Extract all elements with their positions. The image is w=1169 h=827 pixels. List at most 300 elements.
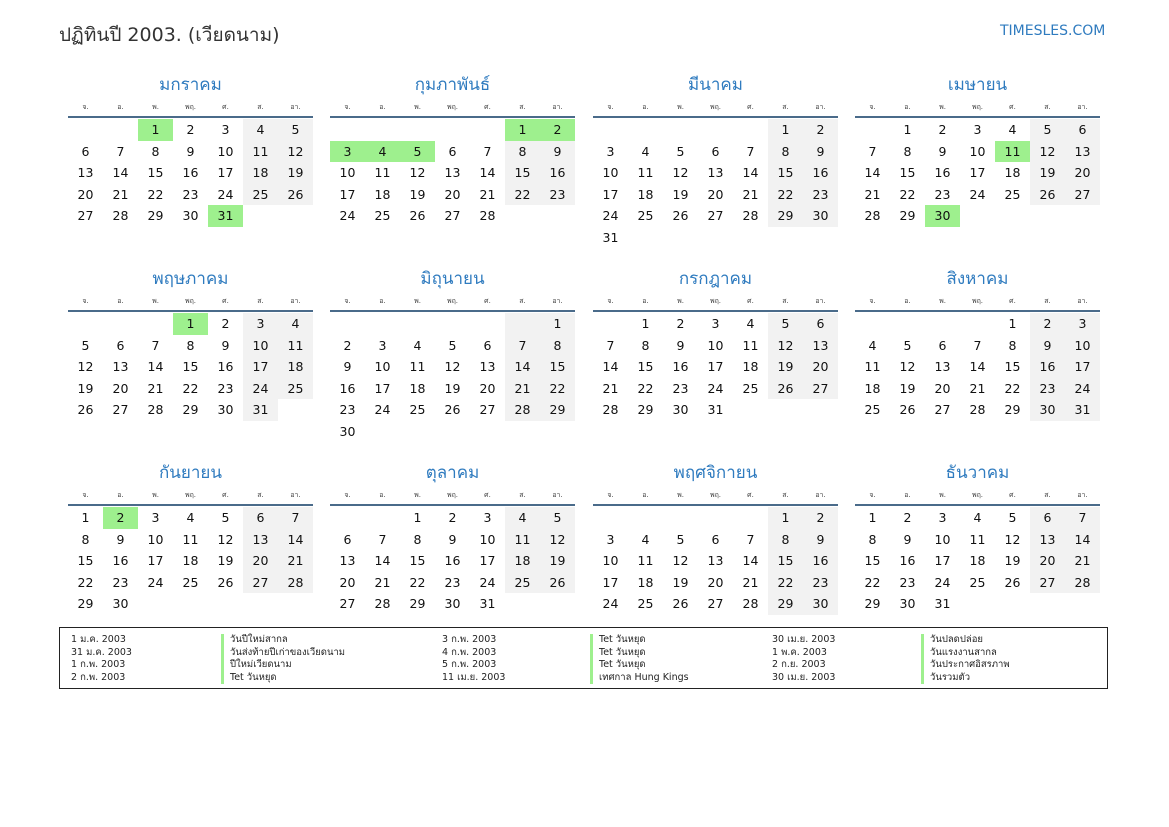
weekday-label: จ. — [344, 103, 351, 111]
day-cell: 19 — [444, 380, 461, 396]
holiday-name: วันรวมตัว — [930, 671, 971, 683]
day-cell: 14 — [505, 356, 540, 378]
weekday-label: อา. — [815, 297, 826, 305]
day-cell: 10 — [969, 143, 986, 159]
weekday-label: จ. — [82, 103, 89, 111]
day-cell: 28 — [479, 208, 496, 224]
day-cell: 12 — [1004, 531, 1021, 547]
day-cell: 11 — [374, 165, 391, 181]
day-cell: 31 — [602, 229, 619, 245]
day-cell: 28 — [374, 596, 391, 612]
day-cell: 24 — [969, 186, 986, 202]
day-cell: 7 — [973, 337, 982, 353]
day-cell: 5 — [903, 337, 912, 353]
day-blank — [138, 313, 173, 335]
day-cell: 2 — [938, 122, 947, 137]
day-grid — [330, 313, 575, 443]
weekday-label: ส. — [782, 297, 789, 305]
weekday-label: อา. — [815, 491, 826, 499]
day-cell: 21 — [742, 574, 759, 590]
day-cell: 22 — [768, 184, 803, 206]
weekday-label: พ. — [939, 491, 946, 499]
day-cell: 20 — [77, 186, 94, 202]
weekday-label: ศ. — [747, 103, 754, 111]
weekday-label: พฤ. — [184, 491, 197, 499]
day-cell: 20 — [1030, 550, 1065, 572]
day-cell: 29 — [637, 402, 654, 418]
day-cell: 27 — [243, 572, 278, 594]
day-cell: 19 — [217, 553, 234, 569]
holiday-date: 1 ม.ค. 2003 — [71, 634, 126, 645]
day-cell: 28 — [602, 402, 619, 418]
day-cell: 18 — [182, 553, 199, 569]
day-cell: 9 — [903, 531, 912, 547]
weekday-label: ศ. — [484, 491, 491, 499]
day-cell: 2 — [803, 119, 838, 141]
day-cell: 2 — [540, 119, 575, 141]
day-cell: 10 — [217, 143, 234, 159]
day-cell: 28 — [505, 399, 540, 421]
day-cell: 23 — [672, 380, 689, 396]
day-cell: 28 — [147, 402, 164, 418]
day-cell: 5 — [278, 119, 313, 141]
day-cell: 17 — [969, 165, 986, 181]
day-cell: 18 — [637, 574, 654, 590]
day-cell: 26 — [77, 402, 94, 418]
day-cell: 24 — [147, 574, 164, 590]
day-cell: 2 — [103, 507, 138, 529]
day-cell: 23 — [444, 574, 461, 590]
day-cell: 8 — [641, 337, 650, 353]
day-blank — [365, 507, 400, 529]
day-blank — [103, 313, 138, 335]
weekday-label: พ. — [677, 491, 684, 499]
weekday-label: จ. — [869, 491, 876, 499]
day-cell: 20 — [1065, 162, 1100, 184]
weekday-label: ส. — [782, 491, 789, 499]
weekday-label: อ. — [379, 491, 386, 499]
weekday-label: จ. — [82, 491, 89, 499]
holiday-date: 30 เม.ย. 2003 — [772, 634, 836, 645]
day-cell: 29 — [864, 596, 881, 612]
day-cell: 31 — [1065, 399, 1100, 421]
day-cell: 25 — [278, 378, 313, 400]
day-cell: 24 — [339, 208, 356, 224]
day-cell: 20 — [444, 186, 461, 202]
weekday-label: จ. — [607, 103, 614, 111]
holiday-date: 2 ก.พ. 2003 — [71, 671, 126, 683]
day-cell: 9 — [803, 141, 838, 163]
day-cell: 17 — [217, 165, 234, 181]
day-cell: 24 — [243, 378, 278, 400]
day-blank — [733, 119, 768, 141]
day-cell: 26 — [1004, 574, 1021, 590]
day-cell: 18 — [243, 162, 278, 184]
day-cell: 23 — [540, 184, 575, 206]
day-cell: 10 — [707, 337, 724, 353]
day-cell: 21 — [147, 380, 164, 396]
day-cell: 15 — [768, 550, 803, 572]
month-title: พฤศจิกายน — [673, 463, 758, 483]
weekday-label: พฤ. — [184, 103, 197, 111]
weekday-label: อ. — [379, 103, 386, 111]
day-cell: 3 — [221, 122, 230, 137]
day-grid — [68, 119, 313, 227]
day-cell: 30 — [1030, 399, 1065, 421]
weekday-label: อา. — [1077, 297, 1088, 305]
day-cell: 2 — [448, 510, 457, 525]
month-title: กรกฎาคม — [678, 269, 753, 289]
weekday-label: พ. — [939, 297, 946, 305]
day-cell: 8 — [1008, 337, 1017, 353]
day-cell: 29 — [540, 399, 575, 421]
weekday-label: พฤ. — [971, 103, 984, 111]
day-cell: 7 — [868, 143, 877, 159]
holiday-name: เทศกาล Hung Kings — [599, 671, 689, 683]
day-cell: 25 — [742, 380, 759, 396]
weekday-label: ส. — [1044, 297, 1051, 305]
day-cell: 4 — [278, 313, 313, 335]
day-cell: 21 — [1065, 550, 1100, 572]
weekday-label: ส. — [519, 103, 526, 111]
day-cell: 5 — [768, 313, 803, 335]
weekday-header — [593, 100, 838, 118]
weekday-label: จ. — [869, 103, 876, 111]
day-cell: 30 — [803, 205, 838, 227]
day-cell: 23 — [182, 186, 199, 202]
day-cell: 30 — [217, 402, 234, 418]
holiday-name: วันแรงงานสากล — [930, 646, 997, 658]
day-cell: 18 — [278, 356, 313, 378]
day-cell: 9 — [540, 141, 575, 163]
day-cell: 27 — [1065, 184, 1100, 206]
day-cell: 28 — [278, 572, 313, 594]
holiday-dates-column — [772, 634, 922, 684]
day-cell: 16 — [540, 162, 575, 184]
day-cell: 3 — [330, 141, 365, 163]
holiday-date: 30 เม.ย. 2003 — [772, 671, 836, 683]
weekday-label: พฤ. — [709, 103, 722, 111]
day-blank — [470, 119, 505, 141]
day-cell: 29 — [768, 205, 803, 227]
day-cell: 18 — [742, 359, 759, 375]
day-cell: 22 — [1004, 380, 1021, 396]
day-grid — [330, 119, 575, 227]
day-cell: 29 — [147, 208, 164, 224]
weekday-label: ศ. — [222, 491, 229, 499]
weekday-label: อ. — [904, 491, 911, 499]
day-cell: 13 — [707, 553, 724, 569]
day-cell: 28 — [864, 208, 881, 224]
weekday-label: พฤ. — [446, 297, 459, 305]
day-cell: 16 — [934, 165, 951, 181]
day-cell: 16 — [803, 550, 838, 572]
day-cell: 28 — [1065, 572, 1100, 594]
holiday-name: วันประกาศอิสรภาพ — [930, 659, 1010, 670]
day-cell: 6 — [448, 143, 457, 159]
day-cell: 8 — [151, 143, 160, 159]
day-cell: 26 — [217, 574, 234, 590]
weekday-label: ศ. — [747, 297, 754, 305]
holiday-name: วันปีใหม่สากล — [230, 634, 288, 645]
month-5 — [68, 264, 313, 421]
day-cell: 8 — [186, 337, 195, 353]
weekday-label: ส. — [257, 491, 264, 499]
weekday-header — [68, 488, 313, 506]
holiday-date: 3 ก.พ. 2003 — [442, 634, 497, 645]
day-cell: 1 — [903, 122, 912, 137]
day-cell: 12 — [672, 553, 689, 569]
day-cell: 15 — [409, 553, 426, 569]
day-blank — [698, 507, 733, 529]
day-cell: 2 — [221, 316, 230, 331]
day-grid — [68, 313, 313, 421]
day-cell: 25 — [864, 402, 881, 418]
day-cell: 9 — [221, 337, 230, 353]
day-cell: 5 — [676, 143, 685, 159]
day-cell: 16 — [339, 380, 356, 396]
day-cell: 24 — [934, 574, 951, 590]
day-cell: 14 — [742, 553, 759, 569]
day-blank — [733, 507, 768, 529]
day-cell: 13 — [112, 359, 129, 375]
month-9 — [68, 458, 313, 615]
day-cell: 15 — [899, 165, 916, 181]
day-cell: 4 — [505, 507, 540, 529]
day-blank — [855, 119, 890, 141]
weekday-label: พฤ. — [971, 297, 984, 305]
day-cell: 7 — [606, 337, 615, 353]
weekday-label: อา. — [290, 103, 301, 111]
weekday-label: อ. — [379, 297, 386, 305]
day-cell: 26 — [672, 208, 689, 224]
day-cell: 6 — [1065, 119, 1100, 141]
month-title: กันยายน — [158, 463, 222, 483]
weekday-label: พ. — [414, 491, 421, 499]
day-cell: 20 — [112, 380, 129, 396]
weekday-label: จ. — [869, 297, 876, 305]
day-cell: 10 — [479, 531, 496, 547]
day-cell: 15 — [1004, 359, 1021, 375]
weekday-label: อ. — [117, 297, 124, 305]
day-cell: 16 — [899, 553, 916, 569]
weekday-label: จ. — [607, 297, 614, 305]
day-cell: 26 — [540, 572, 575, 594]
day-cell: 20 — [934, 380, 951, 396]
day-cell: 17 — [374, 380, 391, 396]
weekday-label: พ. — [677, 103, 684, 111]
day-cell: 4 — [243, 119, 278, 141]
day-cell: 21 — [602, 380, 619, 396]
day-cell: 21 — [864, 186, 881, 202]
day-cell: 14 — [969, 359, 986, 375]
day-cell: 26 — [444, 402, 461, 418]
day-cell: 10 — [374, 359, 391, 375]
weekday-header — [855, 100, 1100, 118]
day-cell: 17 — [243, 356, 278, 378]
day-cell: 11 — [864, 359, 881, 375]
day-cell: 11 — [742, 337, 759, 353]
day-grid — [593, 119, 838, 249]
weekday-label: ส. — [782, 103, 789, 111]
day-cell: 22 — [182, 380, 199, 396]
day-cell: 27 — [934, 402, 951, 418]
day-cell: 26 — [278, 184, 313, 206]
day-cell: 14 — [479, 165, 496, 181]
weekday-label: พ. — [152, 103, 159, 111]
day-cell: 14 — [864, 165, 881, 181]
day-blank — [435, 119, 470, 141]
day-cell: 17 — [707, 359, 724, 375]
day-cell: 19 — [540, 550, 575, 572]
day-cell: 15 — [147, 165, 164, 181]
day-cell: 2 — [803, 507, 838, 529]
day-cell: 5 — [400, 141, 435, 163]
holiday-date: 1 พ.ค. 2003 — [772, 646, 827, 658]
day-cell: 7 — [378, 531, 387, 547]
day-cell: 19 — [278, 162, 313, 184]
day-cell: 3 — [606, 143, 615, 159]
holiday-dates-column — [71, 634, 221, 684]
day-cell: 1 — [540, 313, 575, 335]
day-cell: 10 — [1065, 335, 1100, 357]
day-cell: 16 — [112, 553, 129, 569]
day-cell: 22 — [77, 574, 94, 590]
day-cell: 23 — [112, 574, 129, 590]
day-cell: 3 — [973, 122, 982, 137]
weekday-label: พฤ. — [184, 297, 197, 305]
holiday-date: 4 ก.พ. 2003 — [442, 646, 497, 658]
day-cell: 10 — [602, 553, 619, 569]
day-cell: 23 — [339, 402, 356, 418]
weekday-label: อ. — [117, 103, 124, 111]
month-10 — [330, 458, 575, 615]
day-cell: 29 — [768, 593, 803, 615]
day-cell: 28 — [742, 208, 759, 224]
weekday-label: อ. — [117, 491, 124, 499]
month-6 — [330, 264, 575, 443]
page-title: ปฏิทินปี 2003. (เวียดนาม) — [59, 24, 280, 46]
month-7 — [593, 264, 838, 421]
weekday-label: ศ. — [484, 103, 491, 111]
day-cell: 23 — [899, 574, 916, 590]
day-cell: 7 — [746, 143, 755, 159]
day-cell: 1 — [768, 119, 803, 141]
month-title: ธันวาคม — [945, 463, 1010, 483]
day-cell: 10 — [934, 531, 951, 547]
day-cell: 12 — [409, 165, 426, 181]
day-grid — [68, 507, 313, 615]
weekday-label: อา. — [290, 491, 301, 499]
day-cell: 19 — [77, 380, 94, 396]
day-cell: 18 — [864, 380, 881, 396]
day-cell: 19 — [768, 356, 803, 378]
day-cell: 23 — [803, 184, 838, 206]
weekday-label: อา. — [1077, 103, 1088, 111]
day-cell: 21 — [742, 186, 759, 202]
day-grid — [855, 507, 1100, 615]
weekday-label: พ. — [939, 103, 946, 111]
day-cell: 4 — [868, 337, 877, 353]
weekday-label: ส. — [1044, 103, 1051, 111]
day-cell: 10 — [147, 531, 164, 547]
day-cell: 11 — [505, 529, 540, 551]
day-cell: 25 — [1004, 186, 1021, 202]
day-cell: 15 — [637, 359, 654, 375]
weekday-header — [593, 294, 838, 312]
weekday-label: จ. — [607, 491, 614, 499]
day-blank — [628, 507, 663, 529]
month-12 — [855, 458, 1100, 615]
day-cell: 30 — [925, 205, 960, 227]
day-blank — [628, 119, 663, 141]
day-cell: 28 — [969, 402, 986, 418]
day-grid — [855, 313, 1100, 421]
day-cell: 25 — [409, 402, 426, 418]
month-title: พฤษภาคม — [152, 269, 229, 289]
day-cell: 13 — [479, 359, 496, 375]
month-4 — [855, 70, 1100, 227]
day-cell: 23 — [803, 572, 838, 594]
day-cell: 2 — [343, 337, 352, 353]
weekday-label: ศ. — [1009, 491, 1016, 499]
holiday-names-column — [921, 634, 1010, 684]
day-cell: 16 — [217, 359, 234, 375]
day-cell: 8 — [81, 531, 90, 547]
day-blank — [593, 507, 628, 529]
day-cell: 7 — [116, 143, 125, 159]
weekday-label: อา. — [290, 297, 301, 305]
day-cell: 7 — [483, 143, 492, 159]
day-cell: 8 — [540, 335, 575, 357]
day-blank — [330, 507, 365, 529]
day-cell: 10 — [339, 165, 356, 181]
month-title: มีนาคม — [688, 75, 743, 95]
day-cell: 5 — [676, 531, 685, 547]
day-cell: 13 — [803, 335, 838, 357]
day-cell: 1 — [641, 316, 650, 331]
day-cell: 11 — [409, 359, 426, 375]
day-cell: 15 — [505, 162, 540, 184]
day-cell: 15 — [768, 162, 803, 184]
day-cell: 19 — [899, 380, 916, 396]
day-cell: 25 — [637, 596, 654, 612]
holiday-date: 5 ก.พ. 2003 — [442, 659, 497, 670]
day-cell: 30 — [899, 596, 916, 612]
day-cell: 27 — [1030, 572, 1065, 594]
day-cell: 18 — [969, 553, 986, 569]
day-cell: 7 — [746, 531, 755, 547]
day-cell: 5 — [448, 337, 457, 353]
day-cell: 14 — [742, 165, 759, 181]
site-link[interactable]: TIMESLES.COM — [1000, 23, 1106, 39]
day-cell: 19 — [409, 186, 426, 202]
day-cell: 28 — [742, 596, 759, 612]
day-blank — [68, 119, 103, 141]
day-cell: 22 — [637, 380, 654, 396]
day-cell: 13 — [77, 165, 94, 181]
day-cell: 9 — [676, 337, 685, 353]
day-cell: 17 — [1065, 356, 1100, 378]
day-cell: 22 — [505, 184, 540, 206]
day-blank — [698, 119, 733, 141]
day-cell: 11 — [969, 531, 986, 547]
day-cell: 1 — [81, 510, 90, 525]
weekday-label: อา. — [552, 491, 563, 499]
holiday-legend — [59, 627, 1108, 689]
month-8 — [855, 264, 1100, 421]
day-cell: 16 — [672, 359, 689, 375]
